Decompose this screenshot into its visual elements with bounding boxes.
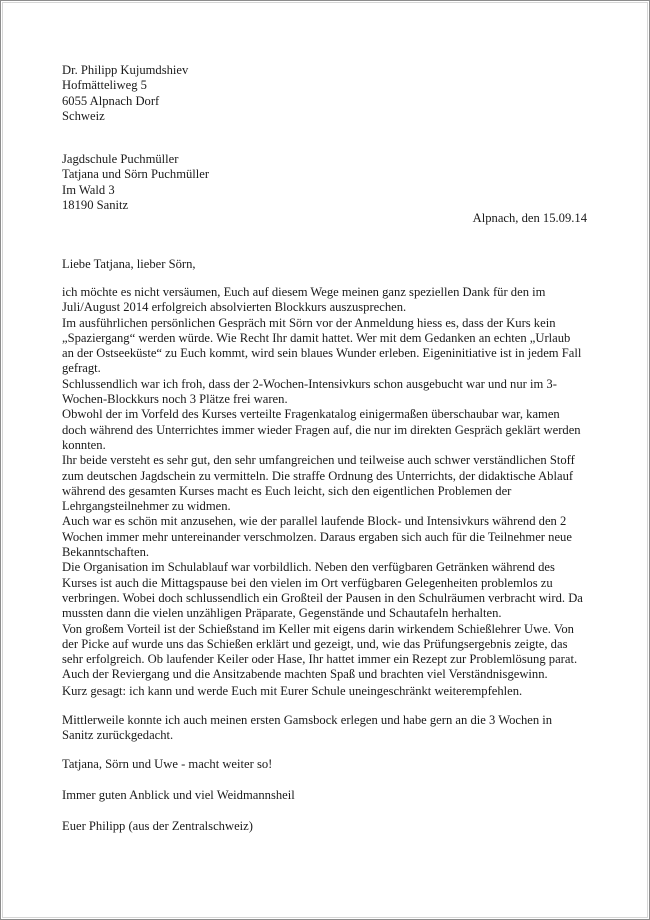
body-line: der Picke auf wurde uns das Schießen erklärt und gezeigt, und, wie das Prüfungsergebnis zeigte, das bbox=[62, 636, 568, 651]
gamsbock-paragraph bbox=[62, 713, 552, 744]
body-line: Juli/August 2014 erfolgreich absolvierten Blockkurs auszusprechen. bbox=[62, 300, 407, 315]
body-line: ich möchte es nicht versäumen, Euch auf diesem Wege meinen ganz speziellen Dank für den im bbox=[62, 285, 546, 299]
sender-address bbox=[62, 63, 188, 124]
body-line: an der Ostseeküste“ zu Euch kommt, wird sein blaues Wunder erleben. Eigeninitiative ist in jedem Fall bbox=[62, 346, 582, 361]
body-line: sehr erfolgreich. Ob laufender Keiler oder Hase, Ihr hattet immer ein Rezept zur Problemlösung parat. bbox=[62, 652, 578, 667]
recipient-street: Im Wald 3 bbox=[62, 182, 115, 197]
salutation: Liebe Tatjana, lieber Sörn, bbox=[62, 257, 196, 271]
date-line: Alpnach, den 15.09.14 bbox=[472, 211, 587, 225]
body-line: Auch war es schön mit anzusehen, wie der parallel laufende Block- und Intensivkurs während den 2 bbox=[62, 514, 567, 529]
body-line: gefragt. bbox=[62, 361, 101, 376]
body-line: Im ausführlichen persönlichen Gespräch mit Sörn vor der Anmeldung hiess es, dass der Kurs kein bbox=[62, 315, 556, 330]
sender-street: Hofmätteliweg 5 bbox=[62, 78, 147, 93]
recipient-org: Jagdschule Puchmüller bbox=[62, 152, 179, 166]
gamsbock-line-1: Mittlerweile konnte ich auch meinen ersten Gamsbock erlegen und habe gern an die 3 Wochen in bbox=[62, 713, 553, 727]
sender-country: Schweiz bbox=[62, 108, 105, 123]
signature-line: Euer Philipp (aus der Zentralschweiz) bbox=[62, 819, 253, 833]
body-line: Schlussendlich war ich froh, dass der 2-Wochen-Intensivkurs schon ausgebucht war und nur im 3- bbox=[62, 376, 557, 391]
cheer-line: Tatjana, Sörn und Uwe - macht weiter so! bbox=[62, 757, 273, 771]
letter-body bbox=[62, 285, 602, 683]
greeting-line: Immer guten Anblick und viel Weidmannsheil bbox=[62, 788, 295, 802]
body-line: Wochen immer mehr untereinander verschmolzen. Daraus ergaben sich auch für die Teilnehmer neue bbox=[62, 529, 572, 544]
sender-city: 6055 Alpnach Dorf bbox=[62, 93, 160, 108]
body-line: verbringen. Wobei doch schlussendlich ein Großteil der Pausen in den Schulräumen verbracht wird. Da bbox=[62, 590, 583, 605]
body-line: zum deutschen Jagdschein zu vermitteln. Die straffe Ordnung des Unterrichts, der didaktische Ablauf bbox=[62, 468, 574, 483]
recipient-names: Tatjana und Sörn Puchmüller bbox=[62, 167, 210, 182]
body-line: Bekanntschaften. bbox=[62, 545, 150, 560]
body-line: doch während des Unterrichtes immer wieder Fragen auf, die nur im direkten Gespräch geklärt werden bbox=[62, 422, 581, 437]
body-line: Die Organisation im Schulablauf war vorbildlich. Neben den verfügbaren Getränken während des bbox=[62, 560, 555, 575]
sender-name: Dr. Philipp Kujumdshiev bbox=[62, 63, 189, 77]
body-line: Von großem Vorteil ist der Schießstand im Keller mit eigens darin wirkendem Schießlehrer Uwe. Von bbox=[62, 621, 574, 636]
recipient-address bbox=[62, 152, 209, 213]
body-line: Kurses ist auch die Mittagspause bei den vielen im Ort verfügbaren Gelegenheiten problemlos zu bbox=[62, 575, 553, 590]
recommendation-line: Kurz gesagt: ich kann und werde Euch mit Eurer Schule uneingeschränkt weiterempfehlen. bbox=[62, 684, 523, 698]
body-line: Auch der Reviergang und die Ansitzabende machten Spaß und brachten viel Verständnisgewinn. bbox=[62, 667, 548, 682]
gamsbock-line-2: Sanitz zurückgedacht. bbox=[62, 728, 174, 743]
body-line: Lehrgangsteilnehmer zu widmen. bbox=[62, 499, 231, 514]
body-line: Obwohl der im Vorfeld des Kurses verteilte Fragenkatalog einigermaßen überschaubar war, kamen bbox=[62, 407, 560, 422]
body-line: mussten dann die vielen unzähligen Präparate, Gegenstände und Schautafeln herhalten. bbox=[62, 606, 502, 621]
body-line: „Spaziergang“ werden würde. Wie Recht Ihr damit hattet. Wer mit dem Gedanken an echten „Urlaub bbox=[62, 330, 571, 345]
body-line: während des gesamten Kurses macht es Euch leicht, sich den eigentlichen Problemen der bbox=[62, 483, 512, 498]
recipient-city: 18190 Sanitz bbox=[62, 197, 129, 212]
body-line: konnten. bbox=[62, 437, 106, 452]
body-line: Wochen-Blockkurs noch 3 Plätze frei waren. bbox=[62, 392, 288, 407]
body-line: Ihr beide versteht es sehr gut, den sehr umfangreichen und teilweise auch schwer verständlichen Stoff bbox=[62, 453, 575, 468]
